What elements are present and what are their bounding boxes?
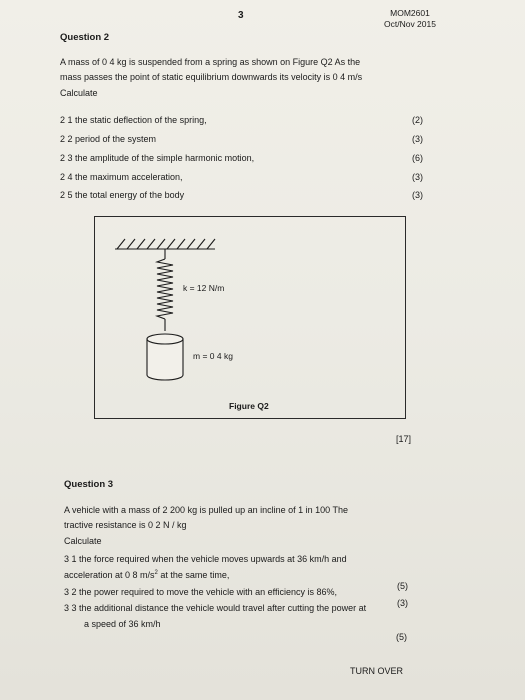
header-info [384,8,436,30]
turn-over-note: TURN OVER [350,666,404,676]
figure-caption: Figure Q2 [229,401,269,411]
question-2-item-5: 2 5 the total energy of the body [60,190,185,200]
figure-q2 [94,216,406,419]
question-2-intro-line1: A mass of 0 4 kg is suspended from a spring as shown on Figure Q2 As the [60,57,361,67]
question-2-item-2-marks: (3) [412,134,423,144]
mass-label: m = 0 4 kg [193,351,233,361]
question-2-item-2: 2 2 period of the system [60,134,157,144]
question-3-item-2: 3 2 the power required to move the vehicle with an efficiency is 86%, [64,587,337,597]
question-3-calculate: Calculate [64,536,102,546]
page-number: 3 [238,10,244,21]
question-2-intro-line2: mass passes the point of static equilibrium downwards its velocity is 0 4 m/s [60,72,363,82]
question-3-item-3-marks: (5) [396,632,407,642]
question-2-item-4: 2 4 the maximum acceleration, [60,172,183,182]
question-3-item-2-marks: (3) [397,598,408,608]
question-2-calculate: Calculate [60,88,98,98]
question-3-item-3-line2: a speed of 36 km/h [84,619,161,629]
mass-cylinder-icon [147,334,183,380]
question-3-line2: tractive resistance is 0 2 N / kg [64,520,187,530]
question-2-total: [17] [396,434,412,444]
course-code: MOM2601 [390,8,430,18]
question-3-title: Question 3 [64,479,114,490]
spring-icon [157,249,173,331]
question-3-item-1-line2: acceleration at 0 8 $m/s^2$ at the same time, [64,570,230,580]
spring-constant-label: k = 12 N/m [183,283,225,293]
ceiling-support-icon [115,239,215,249]
question-3-line1: A vehicle with a mass of 2 200 kg is pulled up an incline of 1 in 100 The [64,505,349,515]
question-3-item-1-marks: (5) [397,581,408,591]
question-3-item-3-line1: 3 3 the additional distance the vehicle would travel after cutting the power at [64,603,367,613]
question-2-item-5-marks: (3) [412,190,423,200]
question-2-item-1-marks: (2) [412,115,423,125]
question-2-item-1: 2 1 the static deflection of the spring, [60,115,207,125]
question-2-title: Question 2 [60,32,110,43]
spring-mass-diagram [95,217,405,418]
question-2-item-3-marks: (6) [412,153,423,163]
exam-session: Oct/Nov 2015 [384,19,436,29]
question-3-item-1-line1: 3 1 the force required when the vehicle moves upwards at 36 km/h and [64,554,347,564]
question-2-item-4-marks: (3) [412,172,423,182]
question-2-item-3: 2 3 the amplitude of the simple harmonic motion, [60,153,255,163]
